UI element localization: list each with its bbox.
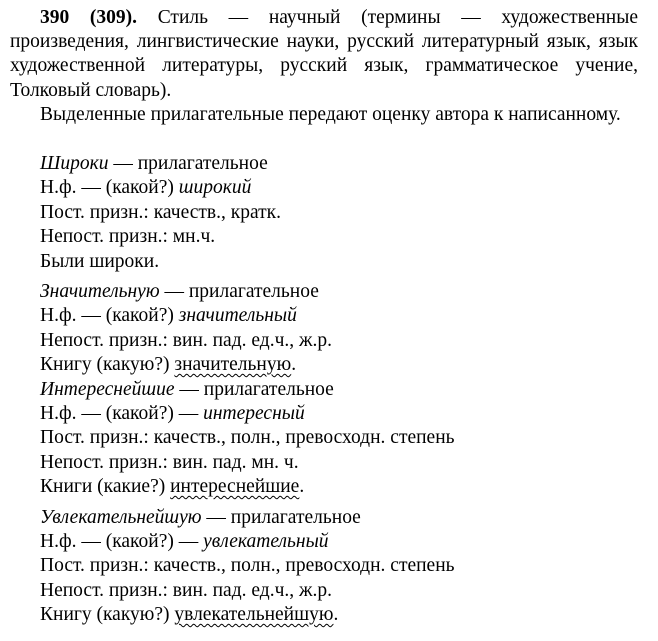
block-2-variable-features: Непост. призн.: вин. пад. ед.ч., ж.р. — [40, 330, 332, 351]
block-3-heading: Интереснейшие — прилагательное — [40, 379, 334, 400]
block-4-heading: Увлекательнейшую — прилагательное — [40, 507, 361, 528]
block-2-word: Значительную — [40, 281, 160, 302]
block-2-initial-form: Н.ф. — (какой?) значительный — [40, 305, 297, 326]
block-2-example-word: значительную — [174, 354, 292, 375]
block-4-constant-features: Пост. призн.: качеств., полн., превосходн. степень — [40, 555, 455, 576]
block-2-heading: Значительную — прилагательное — [40, 281, 319, 302]
block-3-word: Интереснейшие — [40, 379, 175, 400]
block-1-example: Были широки. — [40, 251, 160, 272]
block-3-variable-features: Непост. призн.: вин. пад. мн. ч. — [40, 452, 299, 473]
intro-paragraph — [10, 6, 638, 103]
block-4-example: Книгу (какую?) увлекательнейшую. — [40, 604, 339, 625]
note-text: Выделенные прилагательные передают оценку автора к написанному. — [40, 104, 621, 125]
block-3-example: Книги (какие?) интереснейшие. — [40, 476, 305, 497]
block-3-constant-features: Пост. призн.: качеств., полн., превосходн. степень — [40, 427, 455, 448]
block-2-example: Книгу (какую?) значительную. — [40, 354, 297, 375]
block-1-word: Широки — [40, 153, 109, 174]
block-3-initial-form: Н.ф. — (какой?) — интересный — [40, 403, 305, 424]
block-1-variable-features: Непост. призн.: мн.ч. — [40, 226, 216, 247]
intro-text: Стиль — научный (термины — художественные произведения, лингвистические науки, русский литературный язык, язык художественной литературы, русский язык, грамматическое учение, Толковый словарь). — [10, 7, 638, 101]
block-4-word: Увлекательнейшую — [40, 507, 202, 528]
block-4-example-word: увлекательнейшую — [174, 604, 334, 625]
block-1-constant-features: Пост. призн.: качеств., кратк. — [40, 202, 281, 223]
block-4-initial-form: Н.ф. — (какой?) — увлекательный — [40, 531, 329, 552]
block-3-example-word: интереснейшие — [170, 476, 300, 497]
block-1-initial-form: Н.ф. — (какой?) широкий — [40, 177, 252, 198]
note-paragraph — [10, 103, 638, 127]
block-1-heading: Широки — прилагательное — [40, 153, 268, 174]
block-4-variable-features: Непост. призн.: вин. пад. ед.ч., ж.р. — [40, 580, 332, 601]
exercise-number: 390 (309). — [40, 7, 138, 28]
